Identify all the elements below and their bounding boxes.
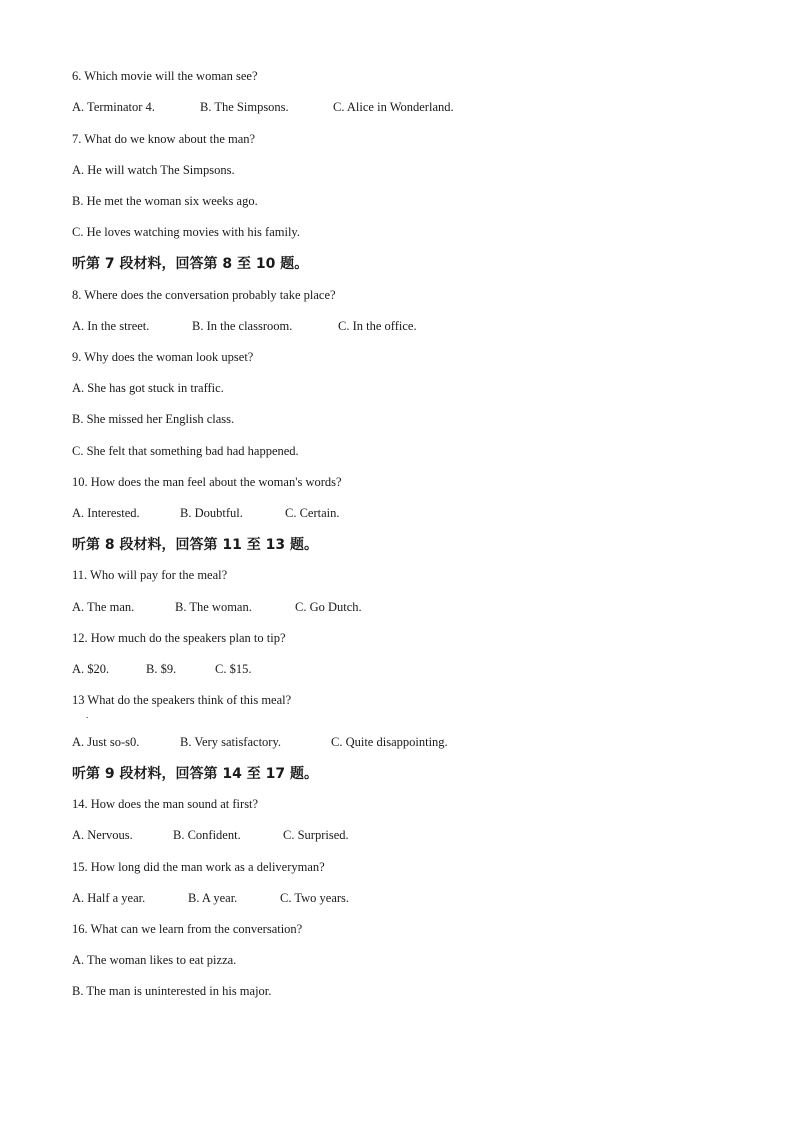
question-8: 8. Where does the conversation probably take place? (72, 288, 336, 302)
option-c: C. $15. (215, 662, 252, 676)
option-a: A. The man. (72, 600, 135, 614)
question-11: 11. Who will pay for the meal? (72, 568, 228, 582)
question-9-option-c: C. She felt that something bad had happened. (72, 444, 299, 458)
option-b: B. The Simpsons. (200, 100, 289, 114)
option-c: C. In the office. (338, 319, 417, 333)
question-10-options (72, 505, 340, 521)
option-b: B. Very satisfactory. (180, 735, 282, 749)
option-c: C. Go Dutch. (295, 600, 362, 614)
question-16-option-b: B. The man is uninterested in his major. (72, 984, 272, 998)
question-16: 16. What can we learn from the conversation? (72, 922, 303, 936)
option-c: C. Surprised. (283, 828, 349, 842)
question-14-options (72, 827, 349, 843)
option-c: C. Alice in Wonderland. (333, 100, 454, 114)
question-7: 7. What do we know about the man? (72, 132, 256, 146)
option-a: A. Terminator 4. (72, 100, 155, 114)
option-b: B. Doubtful. (180, 506, 243, 520)
question-14: 14. How does the man sound at first? (72, 797, 259, 811)
question-15: 15. How long did the man work as a deliveryman? (72, 860, 325, 874)
option-a: A. Half a year. (72, 891, 146, 905)
question-6-options (72, 99, 454, 115)
option-a: A. Just so-s0. (72, 735, 140, 749)
section-heading-9: 听第 9 段材料，回答第 14 至 17 题。 (72, 766, 318, 782)
option-c: C. Two years. (280, 891, 350, 905)
question-11-options (72, 599, 362, 615)
question-12-options (72, 661, 251, 677)
option-a: A. In the street. (72, 319, 150, 333)
option-b: B. A year. (188, 891, 238, 905)
option-b: B. $9. (146, 662, 177, 676)
question-8-options (72, 318, 417, 334)
question-9: 9. Why does the woman look upset? (72, 350, 254, 364)
section-heading-7: 听第 7 段材料，回答第 8 至 10 题。 (72, 256, 309, 272)
section-heading-8: 听第 8 段材料，回答第 11 至 13 题。 (72, 537, 318, 553)
question-13: 13 What do the speakers think of this meal? (72, 693, 292, 707)
stray-dot: . (86, 710, 89, 720)
option-a: A. Nervous. (72, 828, 133, 842)
option-c: C. Quite disappointing. (331, 735, 448, 749)
option-a: A. Interested. (72, 506, 140, 520)
option-b: B. In the classroom. (192, 319, 293, 333)
question-12: 12. How much do the speakers plan to tip? (72, 631, 286, 645)
option-b: B. Confident. (173, 828, 241, 842)
question-15-options (72, 890, 349, 906)
question-9-option-a: A. She has got stuck in traffic. (72, 381, 224, 395)
question-13-options (72, 734, 448, 750)
option-b: B. The woman. (175, 600, 252, 614)
option-a: A. $20. (72, 662, 110, 676)
question-7-option-c: C. He loves watching movies with his family. (72, 225, 300, 239)
question-10: 10. How does the man feel about the woman's words? (72, 475, 342, 489)
question-16-option-a: A. The woman likes to eat pizza. (72, 953, 237, 967)
question-9-option-b: B. She missed her English class. (72, 412, 235, 426)
question-6: 6. Which movie will the woman see? (72, 69, 258, 83)
question-7-option-a: A. He will watch The Simpsons. (72, 163, 235, 177)
question-7-option-b: B. He met the woman six weeks ago. (72, 194, 258, 208)
option-c: C. Certain. (285, 506, 340, 520)
